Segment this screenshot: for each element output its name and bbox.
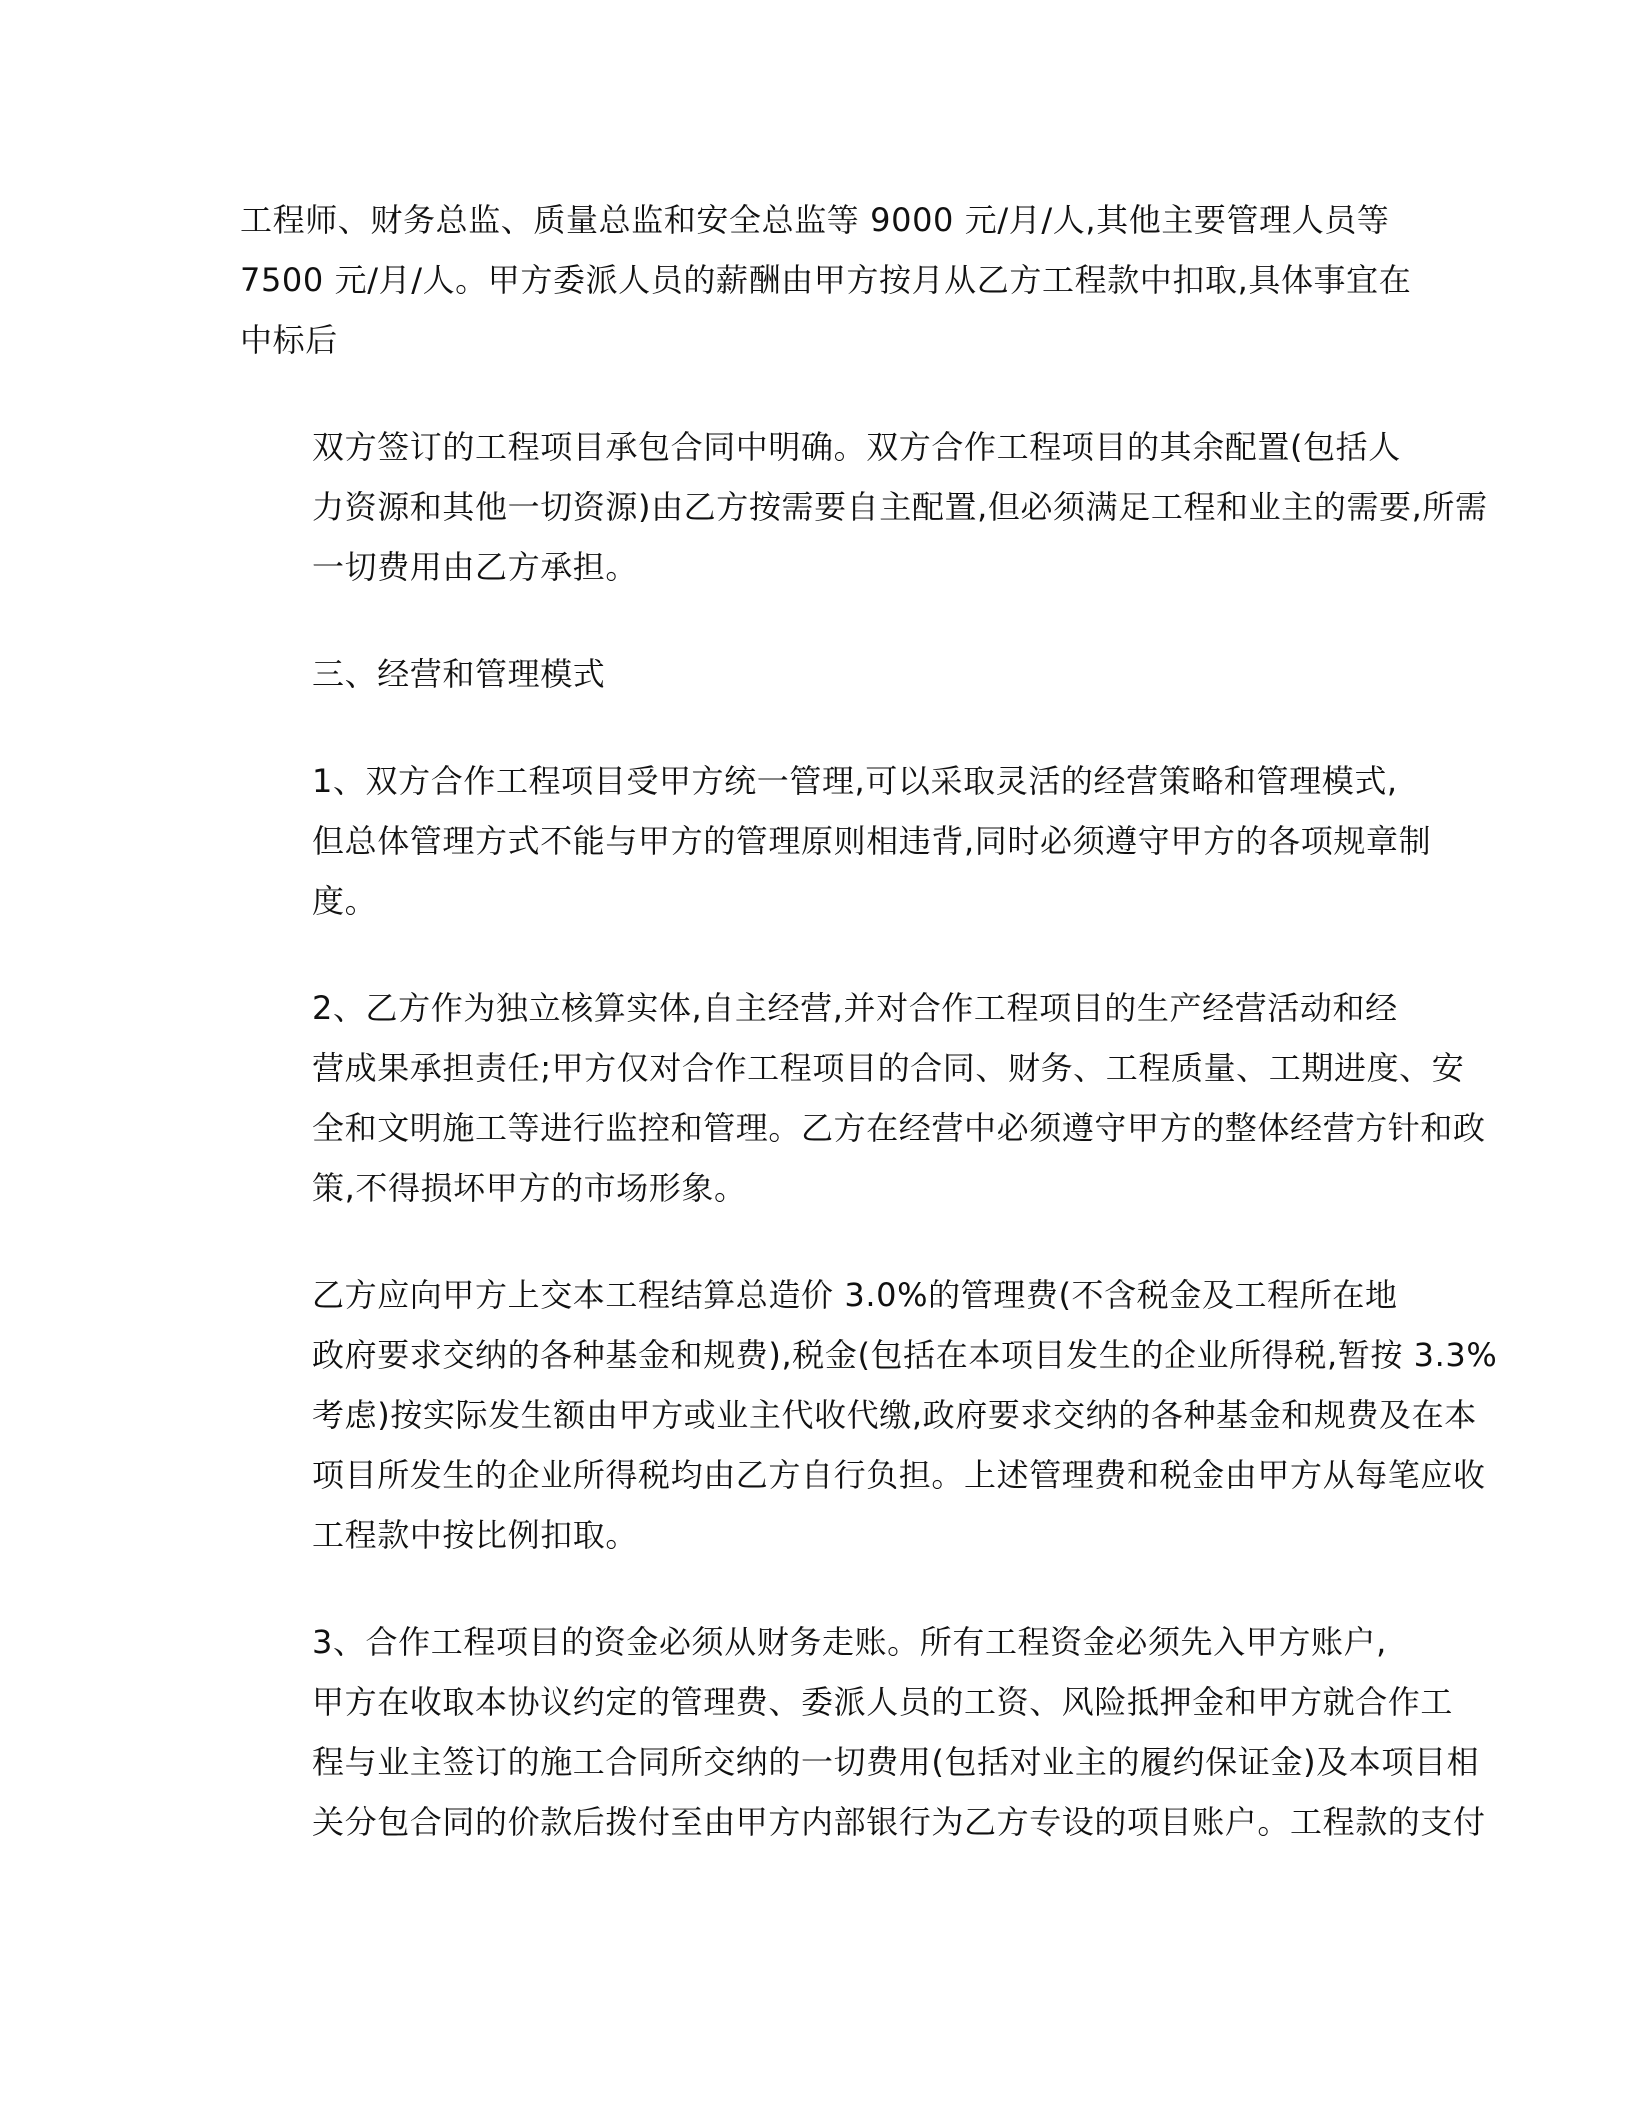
- text-line: 工程款中按比例扣取。: [312, 1516, 639, 1554]
- text-line: 一切费用由乙方承担。: [312, 548, 639, 586]
- text-line: 全和文明施工等进行监控和管理。乙方在经营中必须遵守甲方的整体经营方针和政: [312, 1109, 1486, 1147]
- text-line: 中标后: [240, 321, 338, 359]
- text-line: 但总体管理方式不能与甲方的管理原则相违背,同时必须遵守甲方的各项规章制: [312, 822, 1432, 860]
- text-line: 力资源和其他一切资源)由乙方按需要自主配置,但必须满足工程和业主的需要,所需: [312, 488, 1488, 526]
- heading-text: 三、经营和管理模式: [312, 655, 606, 693]
- section-heading: [240, 644, 1400, 704]
- paragraph-clause-1: [240, 751, 1432, 931]
- text-line: 营成果承担责任;甲方仅对合作工程项目的合同、财务、工程质量、工期进度、安: [312, 1049, 1465, 1087]
- text-line: 1、双方合作工程项目受甲方统一管理,可以采取灵活的经营策略和管理模式,: [312, 762, 1398, 800]
- text-line: 程与业主签订的施工合同所交纳的一切费用(包括对业主的履约保证金)及本项目相: [312, 1743, 1480, 1781]
- text-line: 策,不得损坏甲方的市场形象。: [312, 1169, 747, 1207]
- text-line: 项目所发生的企业所得税均由乙方自行负担。上述管理费和税金由甲方从每笔应收: [312, 1456, 1486, 1494]
- paragraph-clause-3: [240, 1612, 1486, 1852]
- text-line: 3、合作工程项目的资金必须从财务走账。所有工程资金必须先入甲方账户,: [312, 1623, 1387, 1661]
- text-line: 乙方应向甲方上交本工程结算总造价 3.0%的管理费(不含税金及工程所在地: [312, 1276, 1398, 1314]
- text-line: 2、乙方作为独立核算实体,自主经营,并对合作工程项目的生产经营活动和经: [312, 989, 1398, 1027]
- text-line: 考虑)按实际发生额由甲方或业主代收代缴,政府要求交纳的各种基金和规费及在本: [312, 1396, 1477, 1434]
- text-line: 关分包合同的价款后拨付至由甲方内部银行为乙方专设的项目账户。工程款的支付: [312, 1803, 1486, 1841]
- paragraph-salary: [240, 190, 1412, 370]
- document-body: [240, 190, 1498, 1899]
- text-line: 甲方在收取本协议约定的管理费、委派人员的工资、风险抵押金和甲方就合作工: [312, 1683, 1454, 1721]
- text-line: 政府要求交纳的各种基金和规费),税金(包括在本项目发生的企业所得税,暂按 3.3%: [312, 1336, 1498, 1374]
- text-line: 双方签订的工程项目承包合同中明确。双方合作工程项目的其余配置(包括人: [312, 428, 1401, 466]
- text-line: 度。: [312, 882, 378, 920]
- paragraph-resources: [240, 417, 1488, 597]
- paragraph-management-fee: [240, 1265, 1498, 1565]
- text-line: 7500 元/月/人。甲方委派人员的薪酬由甲方按月从乙方工程款中扣取,具体事宜在: [240, 261, 1412, 299]
- text-line: 工程师、财务总监、质量总监和安全总监等 9000 元/月/人,其他主要管理人员等: [240, 201, 1390, 239]
- paragraph-clause-2: [240, 978, 1486, 1218]
